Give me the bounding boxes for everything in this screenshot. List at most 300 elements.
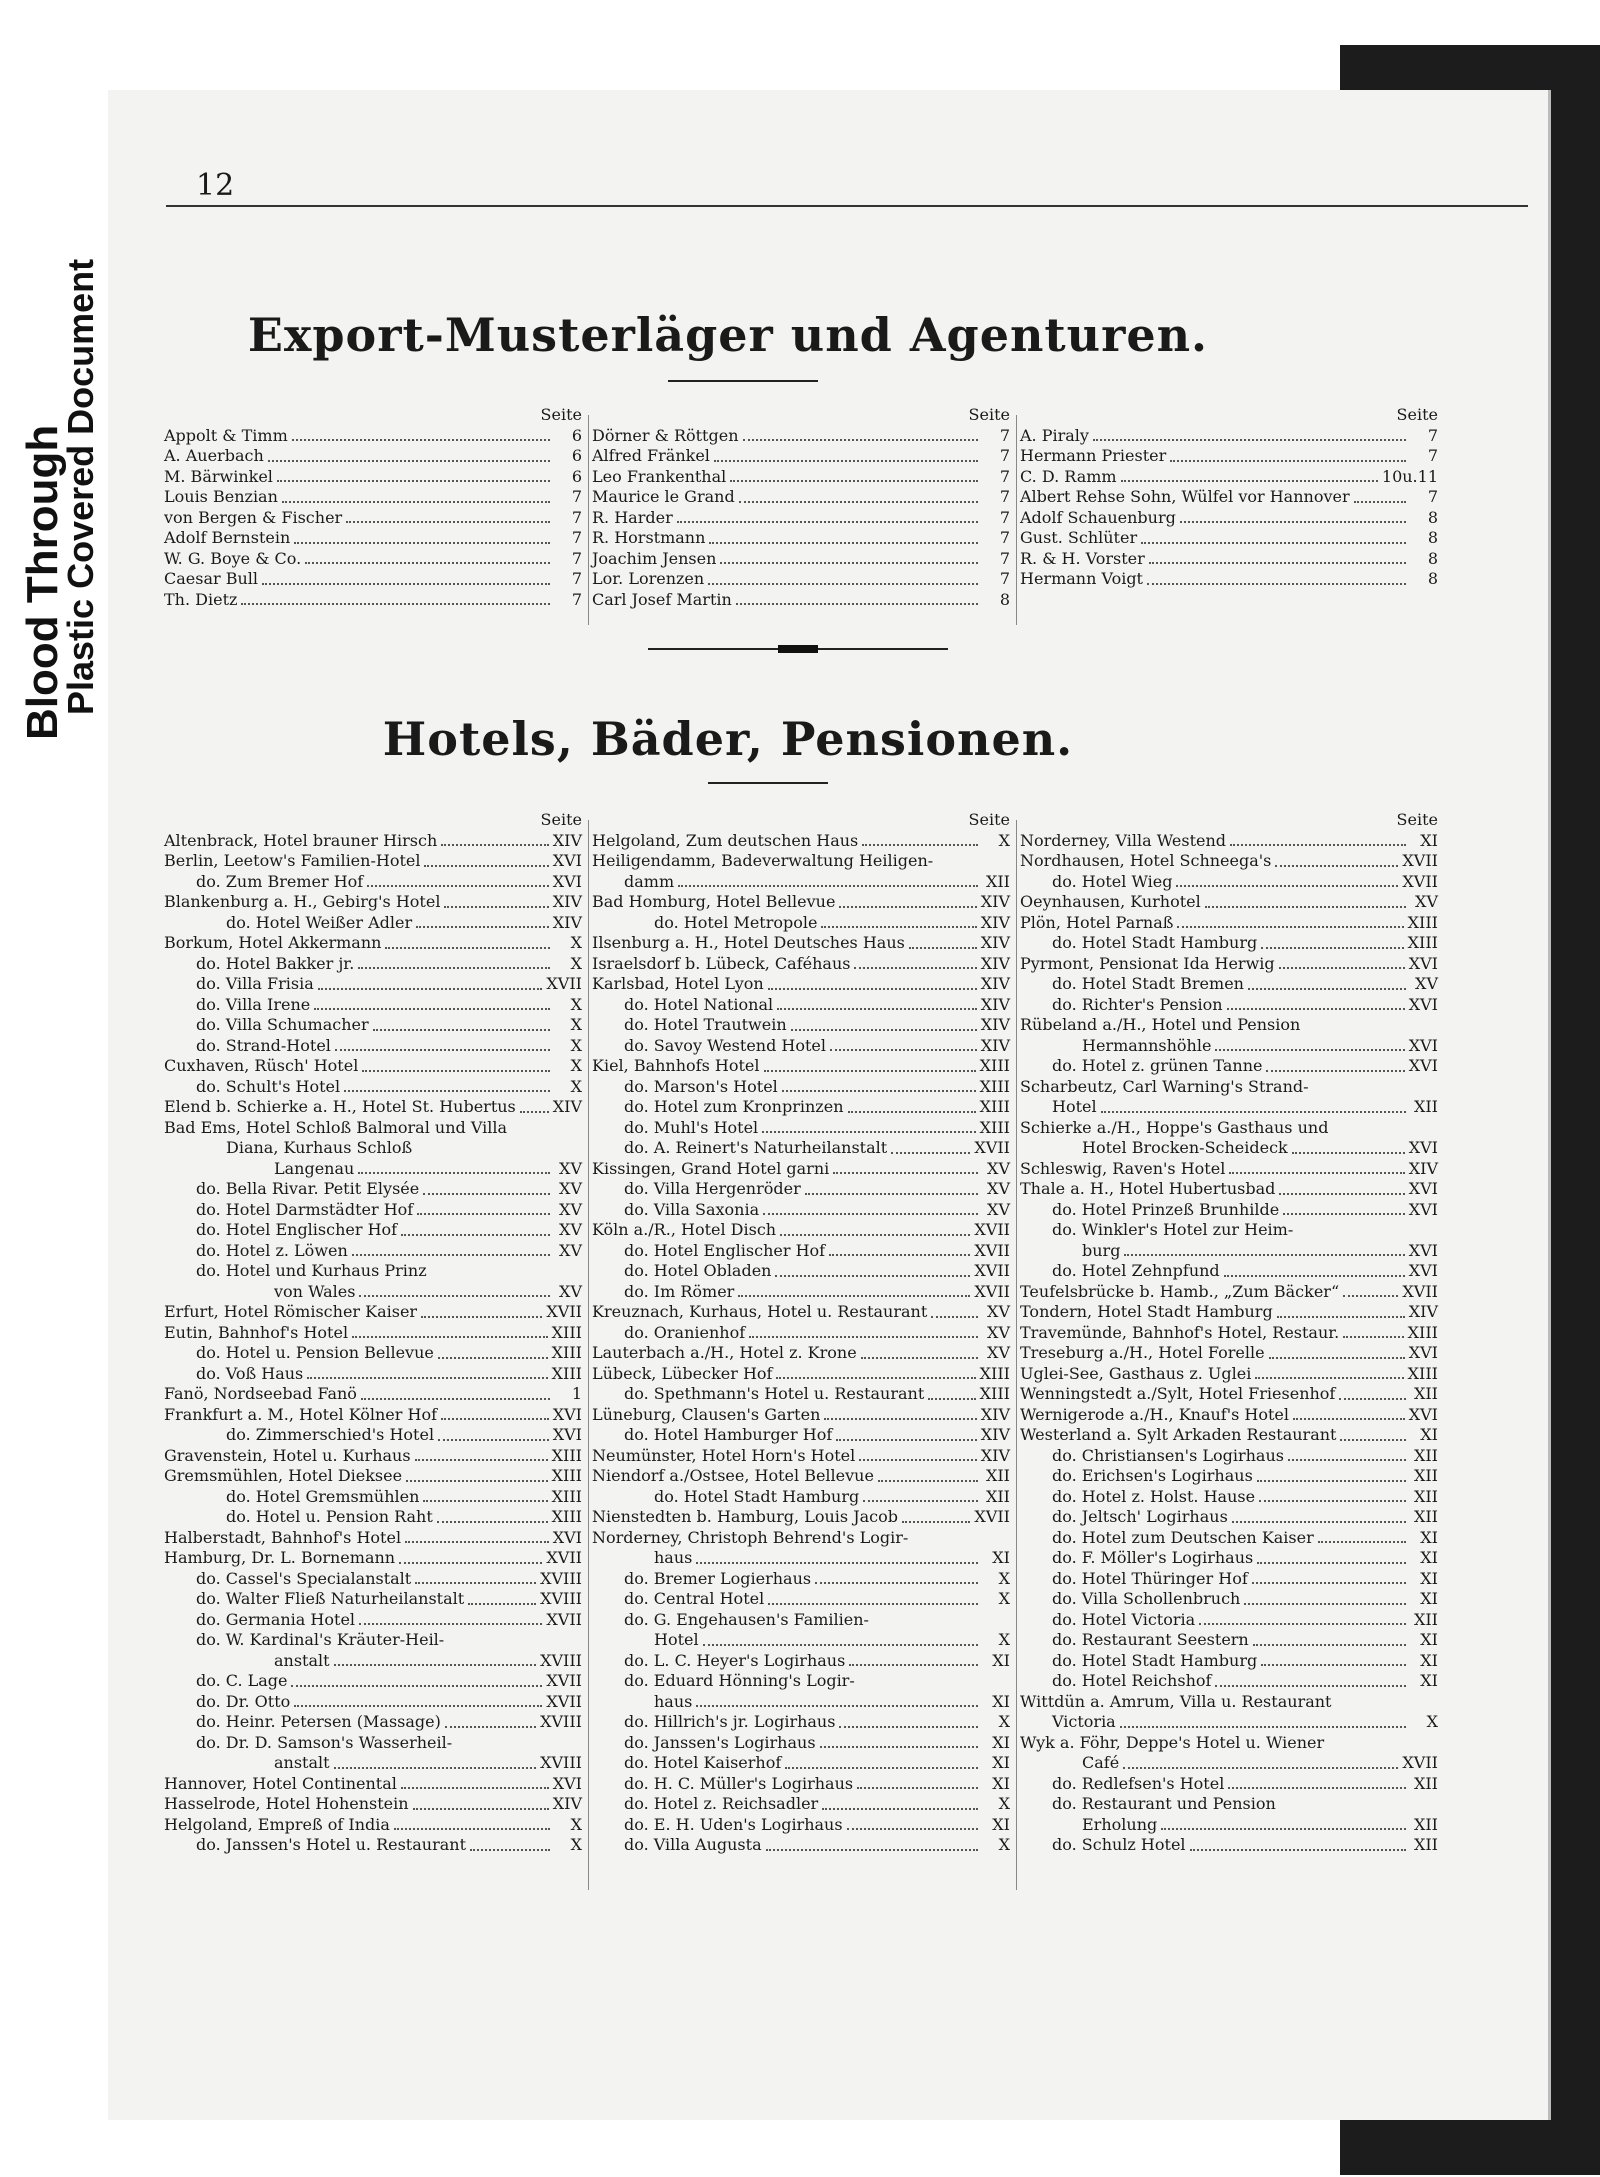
entry-page: 6 xyxy=(571,466,582,486)
dot-leader xyxy=(1190,1849,1406,1851)
dot-leader xyxy=(373,1029,550,1031)
index-entry xyxy=(592,1712,1010,1733)
dot-leader xyxy=(1232,1521,1406,1523)
entry-page: X xyxy=(570,953,582,973)
index-entry xyxy=(164,1220,582,1241)
entry-page: XIII xyxy=(551,1486,582,1506)
dot-leader xyxy=(444,906,548,908)
dot-leader xyxy=(780,1234,970,1236)
entry-page: XV xyxy=(987,1302,1010,1321)
entry-name: do. Hotel Kaiserhof xyxy=(624,1753,782,1772)
index-entry xyxy=(592,913,1010,934)
dot-leader xyxy=(829,1254,970,1256)
dot-leader xyxy=(678,885,978,887)
column-divider xyxy=(588,820,589,1890)
entry-name: do. C. Lage xyxy=(196,1671,288,1690)
index-entry xyxy=(592,549,1010,570)
entry-name: Frankfurt a. M., Hotel Kölner Hof xyxy=(164,1404,438,1424)
entry-page: XVI xyxy=(552,851,582,870)
index-entry xyxy=(592,974,1010,995)
entry-name: do. Restaurant Seestern xyxy=(1052,1630,1249,1649)
dot-leader xyxy=(1205,906,1406,908)
section1-column-3 xyxy=(1020,405,1438,590)
entry-page: XIII xyxy=(551,1466,582,1485)
dot-leader xyxy=(902,1521,970,1523)
entry-name: Köln a./R., Hotel Disch xyxy=(592,1220,777,1239)
entry-name: Carl Josef Martin xyxy=(592,589,732,609)
dot-leader xyxy=(878,1480,978,1482)
entry-name: Elend b. Schierke a. H., Hotel St. Hubertus xyxy=(164,1097,516,1116)
entry-page: XVII xyxy=(974,1220,1010,1239)
entry-page: XIV xyxy=(552,892,582,911)
index-entry xyxy=(1020,831,1438,852)
index-entry xyxy=(592,831,1010,852)
dot-leader xyxy=(352,1254,550,1256)
entry-name: Louis Benzian xyxy=(164,487,278,506)
dot-leader xyxy=(361,1398,550,1400)
entry-name: Lauterbach a./H., Hotel z. Krone xyxy=(592,1343,857,1362)
entry-name: Leo Frankenthal xyxy=(592,466,727,486)
index-entry xyxy=(164,872,582,893)
index-entry xyxy=(164,1302,582,1323)
index-entry xyxy=(592,446,1010,467)
entry-name: Oeynhausen, Kurhotel xyxy=(1020,892,1201,911)
entry-page: XIV xyxy=(1408,1158,1438,1178)
dot-leader xyxy=(415,1459,548,1461)
index-entry xyxy=(1020,1671,1438,1692)
entry-name: do. Restaurant und Pension xyxy=(1052,1794,1276,1813)
index-entry xyxy=(164,1405,582,1426)
entry-name: do. Jeltsch' Logirhaus xyxy=(1052,1507,1228,1526)
index-entry xyxy=(1020,892,1438,913)
index-entry xyxy=(592,1118,1010,1139)
entry-name: Gremsmühlen, Hotel Dieksee xyxy=(164,1466,403,1485)
entry-page: XI xyxy=(1420,1548,1438,1567)
index-entry xyxy=(1020,1138,1438,1159)
index-entry xyxy=(164,1138,582,1159)
dot-leader xyxy=(241,603,550,605)
entry-page: XII xyxy=(1413,1466,1438,1485)
entry-name: Rübeland a./H., Hotel und Pension xyxy=(1020,1015,1301,1034)
index-entry xyxy=(592,1261,1010,1282)
entry-name: Altenbrack, Hotel brauner Hirsch xyxy=(164,830,438,850)
entry-page: 7 xyxy=(999,548,1010,568)
dot-leader xyxy=(775,1275,970,1277)
dot-leader xyxy=(1170,460,1406,462)
entry-page: 7 xyxy=(999,507,1010,527)
entry-name: von Wales xyxy=(274,1281,356,1301)
index-entry xyxy=(164,831,582,852)
entry-name: Eutin, Bahnhof's Hotel xyxy=(164,1322,349,1342)
entry-name: do. Hotel Stadt Bremen xyxy=(1052,974,1244,993)
entry-name: haus xyxy=(654,1691,693,1711)
entry-page: XVI xyxy=(552,1773,582,1793)
dot-leader xyxy=(438,1439,549,1441)
index-entry xyxy=(592,1364,1010,1385)
index-entry xyxy=(592,1774,1010,1795)
entry-page: XVII xyxy=(546,974,582,993)
entry-page: X xyxy=(998,1794,1010,1813)
entry-name: do. Hotel Stadt Hamburg xyxy=(1052,1650,1258,1670)
index-entry xyxy=(164,1200,582,1221)
entry-page: XI xyxy=(1420,1650,1438,1670)
entry-page: XV xyxy=(559,1158,582,1178)
dot-leader xyxy=(423,1500,547,1502)
entry-name: W. G. Boye & Co. xyxy=(164,548,302,568)
dot-leader xyxy=(1176,885,1398,887)
entry-name: Borkum, Hotel Akkermann xyxy=(164,933,382,952)
entry-name: Israelsdorf b. Lübeck, Caféhaus xyxy=(592,953,851,973)
index-entry xyxy=(1020,1118,1438,1139)
entry-name: Hotel xyxy=(1052,1097,1097,1116)
entry-page: XVI xyxy=(1408,1138,1438,1157)
entry-name: do. Villa Irene xyxy=(196,994,311,1014)
dot-leader xyxy=(291,1685,542,1687)
entry-page: XIV xyxy=(552,830,582,850)
dot-leader xyxy=(777,1008,977,1010)
index-entry xyxy=(1020,1794,1438,1815)
index-entry xyxy=(1020,1733,1438,1754)
entry-page: XV xyxy=(987,1179,1010,1198)
index-entry xyxy=(1020,1507,1438,1528)
dot-leader xyxy=(352,1336,548,1338)
index-entry xyxy=(592,1405,1010,1426)
entry-name: Helgoland, Empreß of India xyxy=(164,1814,390,1834)
entry-name: do. Hotel z. Löwen xyxy=(196,1240,348,1260)
entry-name: do. E. H. Uden's Logirhaus xyxy=(624,1814,843,1834)
dot-leader xyxy=(833,1172,978,1174)
index-entry xyxy=(1020,1753,1438,1774)
dot-leader xyxy=(1120,1726,1406,1728)
entry-page: 7 xyxy=(999,446,1010,465)
entry-name: Hotel xyxy=(654,1630,699,1649)
entry-name: do. A. Reinert's Naturheilanstalt xyxy=(624,1138,888,1157)
index-entry xyxy=(1020,487,1438,508)
dot-leader xyxy=(362,1070,550,1072)
entry-page: X xyxy=(998,830,1010,850)
entry-page: XIII xyxy=(979,1097,1010,1116)
index-entry xyxy=(164,487,582,508)
dot-leader xyxy=(1339,1398,1406,1400)
entry-name: do. Hotel Bakker jr. xyxy=(196,953,355,973)
entry-page: XVI xyxy=(1408,1199,1438,1219)
dot-leader xyxy=(1147,583,1406,585)
entry-name: do. Hotel Stadt Hamburg xyxy=(1052,933,1258,952)
dot-leader xyxy=(709,542,978,544)
entry-name: burg xyxy=(1082,1240,1121,1260)
entry-page: XVI xyxy=(1408,1404,1438,1424)
column-divider xyxy=(588,415,589,625)
entry-name: Kissingen, Grand Hotel garni xyxy=(592,1158,830,1178)
dot-leader xyxy=(1340,1439,1406,1441)
dot-leader xyxy=(358,1172,550,1174)
entry-page: XI xyxy=(992,1691,1010,1711)
entry-page: XVI xyxy=(552,1527,582,1547)
index-entry xyxy=(592,892,1010,913)
index-entry xyxy=(164,1056,582,1077)
index-entry xyxy=(1020,1548,1438,1569)
entry-page: XII xyxy=(1413,1507,1438,1526)
index-entry xyxy=(1020,1261,1438,1282)
dot-leader xyxy=(1199,1623,1406,1625)
index-entry xyxy=(164,1794,582,1815)
index-entry xyxy=(592,1015,1010,1036)
index-entry xyxy=(592,1097,1010,1118)
entry-name: Heiligendamm, Badeverwaltung Heiligen- xyxy=(592,851,934,870)
index-entry xyxy=(164,1282,582,1303)
entry-page: XVII xyxy=(546,1609,582,1629)
dot-leader xyxy=(415,1582,536,1584)
entry-page: XI xyxy=(992,1732,1010,1752)
index-entry xyxy=(1020,1835,1438,1856)
index-entry xyxy=(592,1651,1010,1672)
entry-name: do. Hotel Obladen xyxy=(624,1261,772,1280)
dot-leader xyxy=(847,1828,978,1830)
entry-name: Erholung xyxy=(1082,1814,1158,1834)
index-entry xyxy=(164,1487,582,1508)
entry-page: XIII xyxy=(551,1363,582,1383)
entry-name: Teufelsbrücke b. Hamb., „Zum Bäcker“ xyxy=(1020,1281,1340,1301)
dot-leader xyxy=(822,1808,978,1810)
index-entry xyxy=(592,933,1010,954)
index-entry xyxy=(1020,1610,1438,1631)
dot-leader xyxy=(782,1090,976,1092)
header-rule xyxy=(166,205,1528,207)
index-entry xyxy=(1020,1774,1438,1795)
index-entry xyxy=(1020,1712,1438,1733)
index-entry xyxy=(592,1343,1010,1364)
entry-name: Adolf Bernstein xyxy=(164,528,291,547)
index-entry xyxy=(164,1589,582,1610)
dot-leader xyxy=(854,967,976,969)
dot-leader xyxy=(931,1316,978,1318)
dot-leader xyxy=(1288,1459,1406,1461)
index-entry xyxy=(164,1179,582,1200)
entry-name: Adolf Schauenburg xyxy=(1020,507,1176,527)
section1-seite-label: Seite xyxy=(540,405,582,424)
entry-name: Alfred Fränkel xyxy=(592,446,710,465)
index-entry xyxy=(1020,954,1438,975)
index-entry xyxy=(592,1323,1010,1344)
index-entry xyxy=(592,1179,1010,1200)
entry-page: XVI xyxy=(1408,1035,1438,1055)
dot-leader xyxy=(766,1849,978,1851)
entry-page: XIV xyxy=(980,1425,1010,1444)
dot-leader xyxy=(277,480,550,482)
entry-name: Wyk a. Föhr, Deppe's Hotel u. Wiener xyxy=(1020,1732,1325,1752)
entry-name: anstalt xyxy=(274,1753,330,1772)
entry-page: X xyxy=(570,1056,582,1075)
entry-name: Ilsenburg a. H., Hotel Deutsches Haus xyxy=(592,933,905,952)
dot-leader xyxy=(928,1398,975,1400)
index-entry xyxy=(592,1630,1010,1651)
index-entry xyxy=(164,1097,582,1118)
entry-name: do. Hotel Wieg xyxy=(1052,871,1173,891)
entry-name: Albert Rehse Sohn, Wülfel vor Hannover xyxy=(1020,487,1350,506)
entry-name: Hermann Voigt xyxy=(1020,569,1143,588)
dot-leader xyxy=(1261,1664,1406,1666)
entry-page: XII xyxy=(985,1486,1010,1506)
dot-leader xyxy=(441,844,548,846)
entry-page: X xyxy=(570,1835,582,1854)
entry-name: do. Spethmann's Hotel u. Restaurant xyxy=(624,1384,925,1403)
index-entry xyxy=(164,1159,582,1180)
index-entry xyxy=(164,1774,582,1795)
index-entry xyxy=(592,1835,1010,1856)
dot-leader xyxy=(768,1603,978,1605)
side-label xyxy=(0,0,120,760)
dot-leader xyxy=(401,1787,549,1789)
entry-name: do. Voß Haus xyxy=(196,1363,304,1383)
entry-page: XVII xyxy=(974,1261,1010,1280)
entry-name: Thale a. H., Hotel Hubertusbad xyxy=(1020,1179,1276,1198)
dot-leader xyxy=(730,480,978,482)
entry-name: do. Eduard Hönning's Logir- xyxy=(624,1671,855,1690)
entry-page: XII xyxy=(985,1466,1010,1485)
entry-name: do. Schult's Hotel xyxy=(196,1076,341,1096)
entry-name: Berlin, Leetow's Familien-Hotel xyxy=(164,851,421,870)
dot-leader xyxy=(1121,480,1378,482)
index-entry xyxy=(1020,1241,1438,1262)
dot-leader xyxy=(1266,1070,1404,1072)
index-entry xyxy=(164,1712,582,1733)
entry-name: do. Hotel z. Holst. Hause xyxy=(1052,1486,1256,1506)
index-entry xyxy=(1020,1405,1438,1426)
dot-leader xyxy=(1093,439,1406,441)
index-entry xyxy=(164,1651,582,1672)
index-entry xyxy=(1020,1446,1438,1467)
entry-page: X xyxy=(570,933,582,952)
index-entry xyxy=(164,508,582,529)
dot-leader xyxy=(318,988,543,990)
dot-leader xyxy=(714,460,978,462)
index-entry xyxy=(164,851,582,872)
entry-page: XII xyxy=(985,871,1010,891)
dot-leader xyxy=(763,1213,978,1215)
index-entry xyxy=(592,1753,1010,1774)
dot-leader xyxy=(1293,1418,1405,1420)
entry-name: do. Marson's Hotel xyxy=(624,1076,778,1096)
section-divider-ornament xyxy=(648,646,948,652)
index-entry xyxy=(1020,1692,1438,1713)
entry-page: XIV xyxy=(980,1445,1010,1465)
entry-page: XI xyxy=(1420,1589,1438,1608)
index-entry xyxy=(164,528,582,549)
index-entry xyxy=(1020,467,1438,488)
entry-page: XVII xyxy=(974,1240,1010,1260)
index-entry xyxy=(164,1466,582,1487)
entry-name: do. Villa Frisia xyxy=(196,974,314,993)
dot-leader xyxy=(413,1808,549,1810)
index-entry xyxy=(592,426,1010,447)
index-entry xyxy=(164,1425,582,1446)
index-entry xyxy=(164,954,582,975)
entry-name: Kreuznach, Kurhaus, Hotel u. Restaurant xyxy=(592,1302,928,1321)
dot-leader xyxy=(677,521,978,523)
entry-name: do. H. C. Müller's Logirhaus xyxy=(624,1773,854,1793)
entry-page: 7 xyxy=(571,487,582,506)
entry-page: 6 xyxy=(571,425,582,445)
dot-leader xyxy=(768,988,977,990)
entry-name: Hermannshöhle xyxy=(1082,1035,1212,1055)
dot-leader xyxy=(776,1377,975,1379)
index-entry xyxy=(164,1569,582,1590)
entry-name: Café xyxy=(1082,1753,1120,1772)
entry-page: XI xyxy=(992,1753,1010,1772)
index-entry xyxy=(164,1323,582,1344)
entry-name: do. Redlefsen's Hotel xyxy=(1052,1773,1225,1793)
index-entry xyxy=(592,1138,1010,1159)
dot-leader xyxy=(824,1418,976,1420)
index-entry xyxy=(1020,569,1438,590)
entry-page: XIV xyxy=(980,933,1010,952)
index-entry xyxy=(1020,1589,1438,1610)
entry-name: do. Zum Bremer Hof xyxy=(196,871,364,891)
dot-leader xyxy=(764,1070,976,1072)
entry-name: Wittdün a. Amrum, Villa u. Restaurant xyxy=(1020,1691,1332,1711)
index-entry xyxy=(1020,933,1438,954)
entry-page: XVII xyxy=(1402,1753,1438,1772)
index-entry xyxy=(592,528,1010,549)
dot-leader xyxy=(805,1193,978,1195)
entry-page: XIII xyxy=(551,1322,582,1342)
entry-page: X xyxy=(998,1589,1010,1608)
index-entry xyxy=(592,995,1010,1016)
entry-page: 7 xyxy=(1427,425,1438,445)
entry-name: do. Christiansen's Logirhaus xyxy=(1052,1445,1284,1465)
dot-leader xyxy=(1279,967,1405,969)
dot-leader xyxy=(861,1357,978,1359)
dot-leader xyxy=(909,947,977,949)
entry-name: do. Hotel Prinzeß Brunhilde xyxy=(1052,1199,1280,1219)
entry-name: Lor. Lorenzen xyxy=(592,569,705,588)
entry-name: do. Walter Fließ Naturheilanstalt xyxy=(196,1589,465,1608)
dot-leader xyxy=(720,562,978,564)
index-entry xyxy=(1020,1528,1438,1549)
entry-name: do. W. Kardinal's Kräuter-Heil- xyxy=(196,1630,445,1649)
entry-page: XII xyxy=(1413,1486,1438,1506)
index-entry xyxy=(164,1528,582,1549)
entry-page: 7 xyxy=(571,548,582,568)
entry-page: XII xyxy=(1413,1609,1438,1629)
entry-page: XVI xyxy=(552,871,582,891)
index-entry xyxy=(592,467,1010,488)
dot-leader xyxy=(358,967,550,969)
dot-leader xyxy=(421,1316,542,1318)
index-entry xyxy=(1020,1282,1438,1303)
dot-leader xyxy=(406,1480,548,1482)
entry-name: do. Central Hotel xyxy=(624,1589,765,1608)
entry-name: do. Hotel u. Pension Raht xyxy=(226,1507,433,1526)
section2-column-1 xyxy=(164,810,582,1856)
index-entry xyxy=(592,1282,1010,1303)
entry-name: Helgoland, Zum deutschen Haus xyxy=(592,830,859,850)
section1-seite-label: Seite xyxy=(968,405,1010,424)
entry-page: XII xyxy=(1413,1097,1438,1116)
entry-page: XV xyxy=(987,1343,1010,1362)
index-entry xyxy=(1020,1630,1438,1651)
dot-leader xyxy=(1228,1787,1406,1789)
dot-leader xyxy=(708,583,978,585)
entry-name: do. Dr. D. Samson's Wasserheil- xyxy=(196,1732,453,1752)
entry-name: Gust. Schlüter xyxy=(1020,528,1138,547)
entry-name: do. Hotel Metropole xyxy=(654,912,818,932)
index-entry xyxy=(592,1692,1010,1713)
entry-name: Nienstedten b. Hamburg, Louis Jacob xyxy=(592,1507,898,1526)
index-entry xyxy=(1020,1097,1438,1118)
dot-leader xyxy=(736,603,978,605)
dot-leader xyxy=(1101,1111,1406,1113)
